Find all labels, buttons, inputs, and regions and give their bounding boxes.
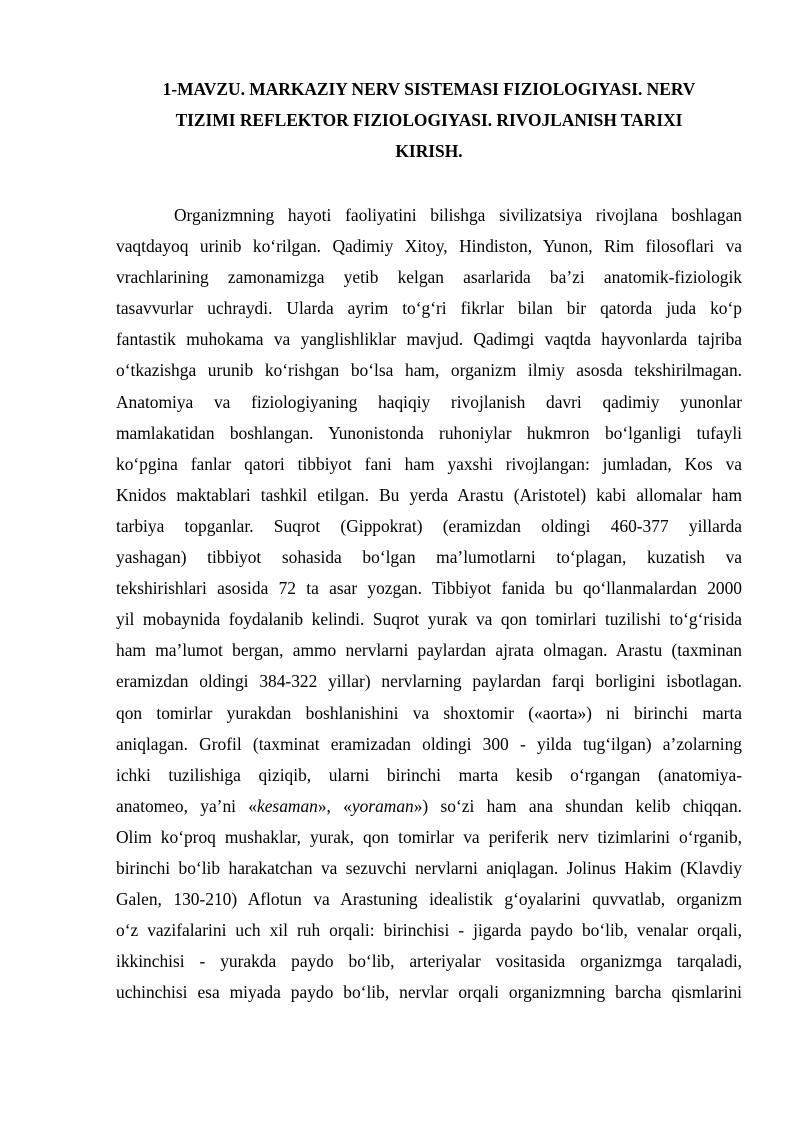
paragraph-line: tasavvurlar uchraydi. Ularda ayrim to‘g‘ri fikrlar bilan bir qatorda juda ko‘p [116, 298, 742, 319]
paragraph-line: yil mobaynida foydalanib kelindi. Suqrot yurak va qon tomirlari tuzilishi to‘g‘risida [116, 609, 742, 630]
paragraph-line: fantastik muhokama va yanglishliklar mavjud. Qadimgi vaqtda hayvonlarda tajriba [116, 329, 742, 350]
paragraph-line: yashagan) tibbiyot sohasida bo‘lgan ma’lumotlarni to‘plagan, kuzatish va [116, 547, 742, 568]
paragraph-line: anatomeo, ya’ni «kesaman», «yoraman») so‘zi ham ana shundan kelib chiqqan. [116, 795, 743, 816]
paragraph-line: tekshirishlari asosida 72 ta asar yozgan. Tibbiyot fanida bu qo‘llanmalardan 2000 [116, 578, 742, 599]
paragraph-line: o‘z vazifalarini uch xil ruh orqali: birinchisi - jigarda paydo bo‘lib, venalar orqali, [116, 920, 742, 941]
paragraph-line: eramizdan oldingi 384-322 yillar) nervlarning paylardan farqi borligini isbotlagan. [116, 671, 742, 692]
paragraph-line: ikkinchisi - yurakda paydo bo‘lib, arteriyalar vositasida organizmga tarqaladi, [116, 951, 742, 972]
paragraph-line: birinchi bo‘lib harakatchan va sezuvchi nervlarni aniqlagan. Jolinus Hakim (Klavdiy [116, 857, 742, 878]
paragraph-line: tarbiya topganlar. Suqrot (Gippokrat) (eramizdan oldingi 460-377 yillarda [116, 515, 742, 536]
paragraph-line: o‘tkazishga urunib ko‘rishgan bo‘lsa ham, organizm ilmiy asosda tekshirilmagan. [116, 360, 742, 381]
paragraph-line: qon tomirlar yurakdan boshlanishini va shoxtomir («aorta») ni birinchi marta [116, 702, 742, 723]
paragraph-line: aniqlagan. Grofil (taxminat eramizadan oldingi 300 - yilda tug‘ilgan) a’zolarning [116, 733, 742, 754]
paragraph-line: Organizmning hayoti faoliyatini bilishga sivilizatsiya rivojlana boshlagan [174, 205, 742, 225]
title-line-2: TIZIMI REFLEKTOR FIZIOLOGIYASI. RIVOJLANISH TARIXI [175, 110, 683, 131]
paragraph-line: ham ma’lumot bergan, ammo nervlarni paylardan ajrata olmagan. Arastu (taxminan [116, 640, 742, 661]
paragraph-line: ichki tuzilishiga qiziqib, ularni birinchi marta kesib o‘rgangan (anatomiya- [116, 764, 742, 785]
italic-word: kesaman [256, 795, 318, 816]
italic-word: yoraman [351, 795, 414, 816]
body-paragraph [116, 200, 742, 1008]
paragraph-line: ko‘pgina fanlar qatori tibbiyot fani ham yaxshi rivojlangan: jumladan, Kos va [116, 453, 742, 474]
paragraph-line: Anatomiya va fiziologiyaning haqiqiy rivojlanish davri qadimiy yunonlar [116, 391, 742, 412]
paragraph-line: uchinchisi esa miyada paydo bo‘lib, nervlar orqali organizmning barcha qismlarini [116, 982, 742, 1003]
page-title [116, 74, 742, 168]
paragraph-line: mamlakatidan boshlangan. Yunonistonda ruhoniylar hukmron bo‘lganligi tufayli [116, 422, 742, 443]
paragraph-line: Knidos maktablari tashkil etilgan. Bu yerda Arastu (Aristotel) kabi allomalar ham [116, 484, 742, 505]
paragraph-line: vaqtdayoq urinib ko‘rilgan. Qadimiy Xitoy, Hindiston, Yunon, Rim filosoflari va [116, 236, 742, 257]
paragraph-line: Olim ko‘proq mushaklar, yurak, qon tomirlar va periferik nerv tizimlarini o‘rganib, [116, 826, 742, 847]
paragraph-line: Galen, 130-210) Aflotun va Arastuning idealistik g‘oyalarini quvvatlab, organizm [116, 889, 742, 910]
paragraph-line: vrachlarining zamonamizga yetib kelgan asarlarida ba’zi anatomik-fiziologik [116, 267, 742, 288]
title-line-3: KIRISH. [395, 141, 463, 162]
title-line-1: 1-MAVZU. MARKAZIY NERV SISTEMASI FIZIOLOGIYASI. NERV [162, 79, 696, 99]
